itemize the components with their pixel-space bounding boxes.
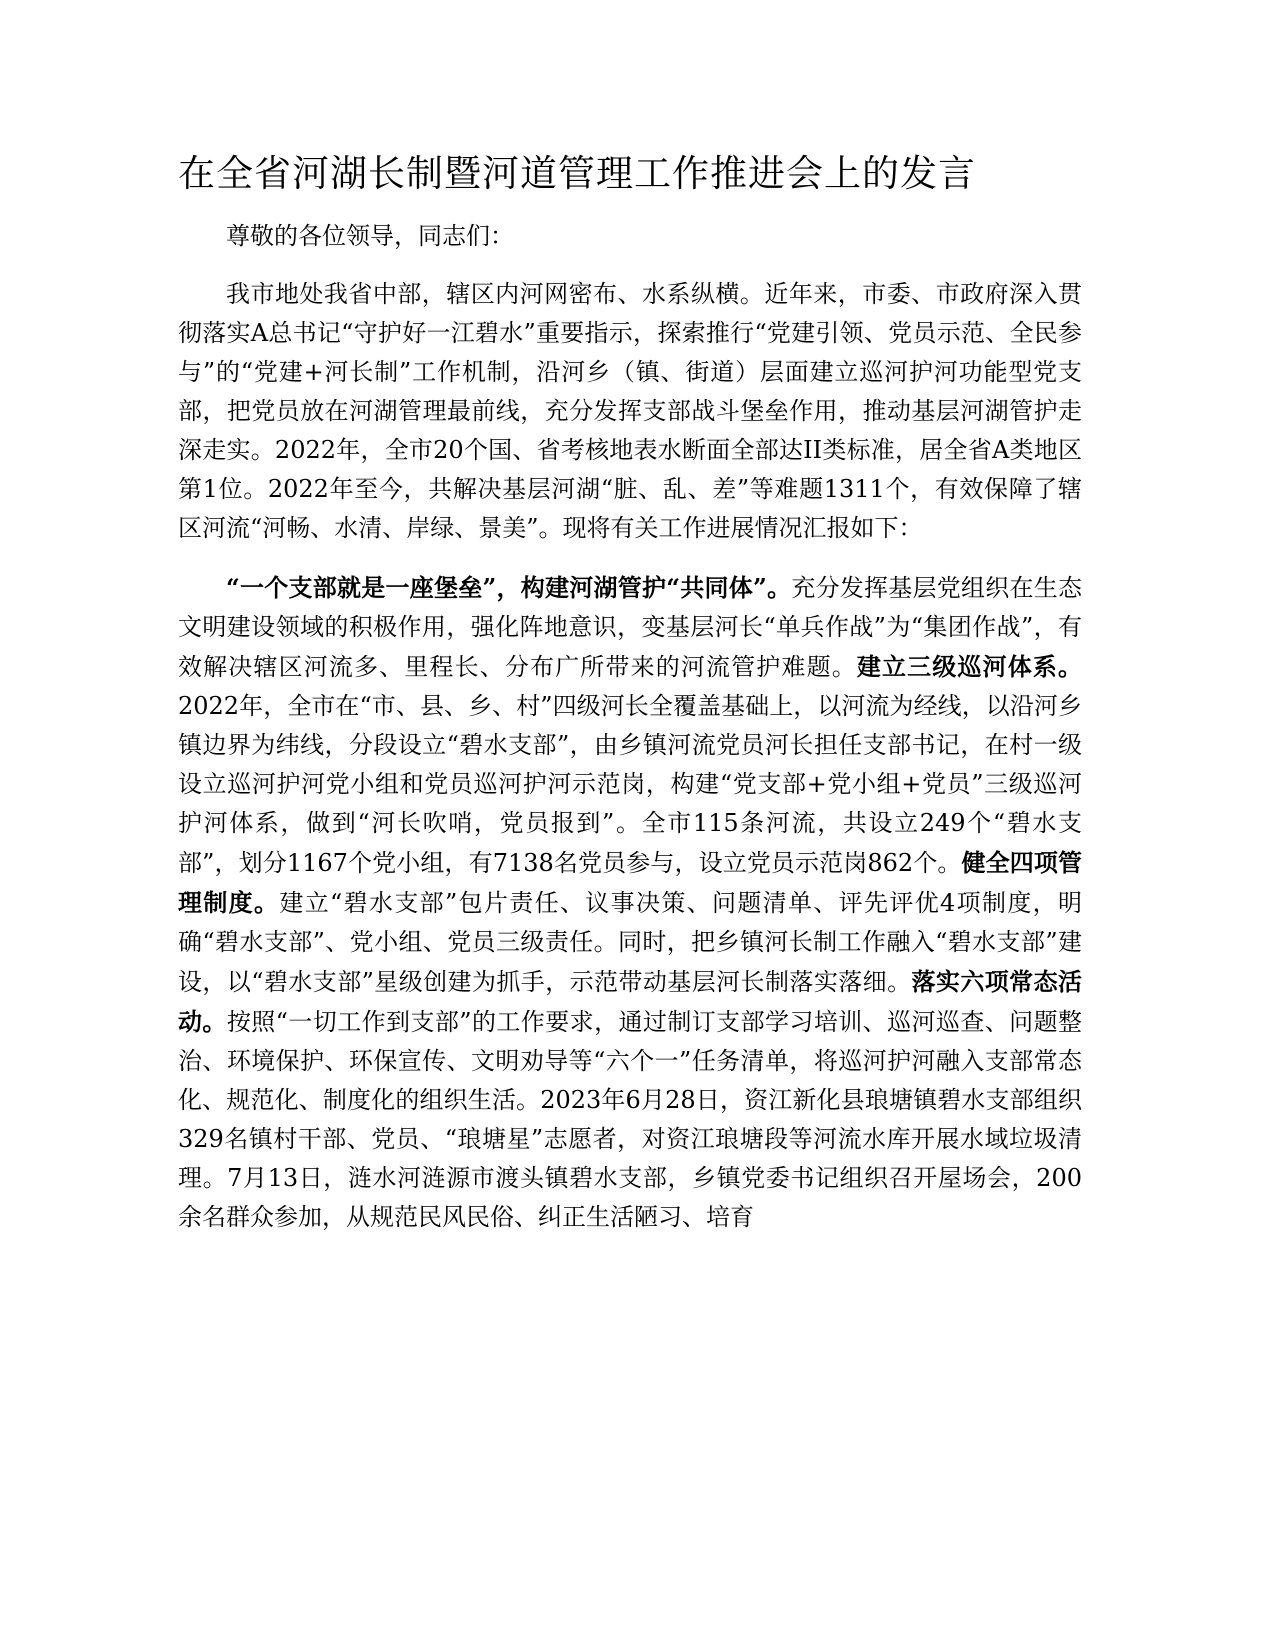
subheading-three-level-patrol: 建立三级巡河体系。 [856,652,1083,681]
section-text: 充分发挥基层党组织在生态文明建设领域的积极作用，强化阵地意识，变基层河长“单兵作战”为“集团作战”，有效解决辖区河流多、里程长、分布广所带来的河流管护难题。 [178,574,1083,681]
section-text: 2022年，全市在“市、县、乡、村”四级河长全覆盖基础上，以河流为经线，以沿河乡镇边界为纬线，分段设立“碧水支部”，由乡镇河流党员河长担任支部书记，在村一级设立巡河护河党小组和党员巡河护河示范岗，构建“党支部+党小组+党员”三级巡河护河体系，做到“河长吹哨，党员报到”。全市115条河流，共设立249个“碧水支部”，划分1167个党小组，有7138名党员参与，设立党员示范岗862个。 [178,692,1082,877]
section-text: 建立“碧水支部”包片责任、议事决策、问题清单、评先评优4项制度，明确“碧水支部”、党小组、党员三级责任。同时，把乡镇河长制工作融入“碧水支部”建设，以“碧水支部”星级创建为抓手，示范带动基层河长制落实落细。 [178,889,1082,996]
section-text: 按照“一切工作到支部”的工作要求，通过制订支部学习培训、巡河巡查、问题整治、环境保护、环保宣传、文明劝导等“六个一”任务清单，将巡河护河融入支部常态化、规范化、制度化的组织生活。2023年6月28日，资江新化县琅塘镇碧水支部组织329名镇村干部、党员、“琅塘星”志愿者，对资江琅塘段等河流水库开展水域垃圾清理。7月13日，涟水河涟源市渡头镇碧水支部，乡镇党委书记组织召开屋场会，200余名群众参加，从规范民风民俗、纠正生活陋习、培育 [178,1008,1082,1231]
section-heading: “一个支部就是一座堡垒”，构建河湖管护“共同体”。 [226,573,792,602]
document-page [178,150,1082,1237]
subheading-four-systems: 健全四项管理制度。 [178,848,1083,917]
salutation: 尊敬的各位领导，同志们： [226,222,514,250]
paragraph-section-one [178,568,1082,1237]
paragraph-intro: 我市地处我省中部，辖区内河网密布、水系纵横。近年来，市委、市政府深入贯彻落实A总书记“守护好一江碧水”重要指示，探索推行“党建引领、党员示范、全民参与”的“党建+河长制”工作机制，沿河乡（镇、街道）层面建立巡河护河功能型党支部，把党员放在河湖管理最前线，充分发挥支部战斗堡垒作用，推动基层河湖管护走深走实。2022年，全市20个国、省考核地表水断面全部达II类标准，居全省A类地区第1位。2022年至今，共解决基层河湖“脏、乱、差”等难题1311个，有效保障了辖区河流“河畅、水清、岸绿、景美”。现将有关工作进展情况汇报如下： [178,280,1082,542]
document-title: 在全省河湖长制暨河道管理工作推进会上的发言 [178,152,976,195]
subheading-six-activities: 落实六项常态活动。 [178,967,1082,1036]
